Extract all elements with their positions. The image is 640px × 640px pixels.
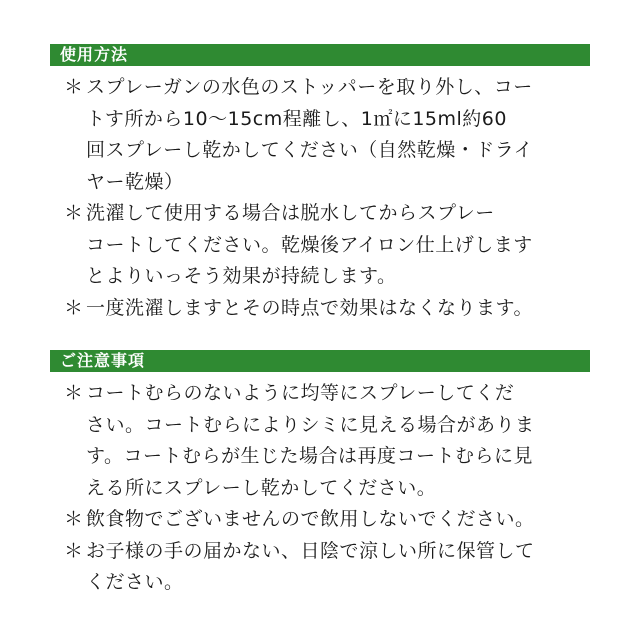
caution-item-line: 飲食物でございませんので飲用しないでください。 — [86, 508, 535, 530]
usage-section-header: 使用方法 — [50, 44, 590, 66]
asterisk-bullet: ＊ — [64, 539, 84, 562]
usage-item-line: ヤー乾燥） — [86, 170, 184, 193]
usage-item — [50, 198, 590, 293]
asterisk-bullet: ＊ — [64, 76, 84, 98]
usage-item-line: 回スプレーし乾かしてください（自然乾燥・ドライ — [86, 139, 534, 161]
caution-item-line: ください。 — [86, 571, 184, 593]
caution-item-line: お子様の手の届かない、日陰で涼しい所に保管して — [86, 539, 535, 562]
usage-list — [50, 72, 590, 324]
caution-item — [50, 378, 590, 504]
asterisk-bullet: ＊ — [64, 508, 84, 530]
caution-list — [50, 378, 590, 599]
caution-item-line: す。コートむらが生じた場合は再度コートむらに見 — [86, 445, 533, 467]
usage-item — [50, 72, 590, 198]
asterisk-bullet: ＊ — [64, 296, 84, 319]
usage-section — [50, 44, 590, 324]
usage-item-line: 一度洗濯しますとその時点で効果はなくなります。 — [86, 296, 533, 319]
caution-section-header: ご注意事項 — [50, 350, 590, 372]
usage-item-line: スプレーガンの水色のストッパーを取り外し、コー — [86, 76, 533, 98]
caution-item — [50, 504, 590, 536]
usage-item-line: 洗濯して使用する場合は脱水してからスプレー — [86, 202, 495, 224]
caution-item-line: える所にスプレーし乾かしてください。 — [86, 476, 437, 499]
asterisk-bullet: ＊ — [64, 382, 84, 404]
caution-item-line: コートむらのないように均等にスプレーしてくだ — [86, 382, 515, 404]
usage-item-line: トす所から10〜15cm程離し、1㎡に15ml約60 — [86, 107, 507, 130]
usage-item — [50, 293, 590, 325]
usage-item-line: とよりいっそう効果が持続します。 — [86, 265, 397, 287]
caution-item-line: さい。コートむらによりシミに見える場合がありま — [86, 413, 535, 436]
caution-item — [50, 536, 590, 599]
caution-section — [50, 350, 590, 599]
asterisk-bullet: ＊ — [64, 202, 84, 224]
usage-item-line: コートしてください。乾燥後アイロン仕上げします — [86, 233, 533, 256]
